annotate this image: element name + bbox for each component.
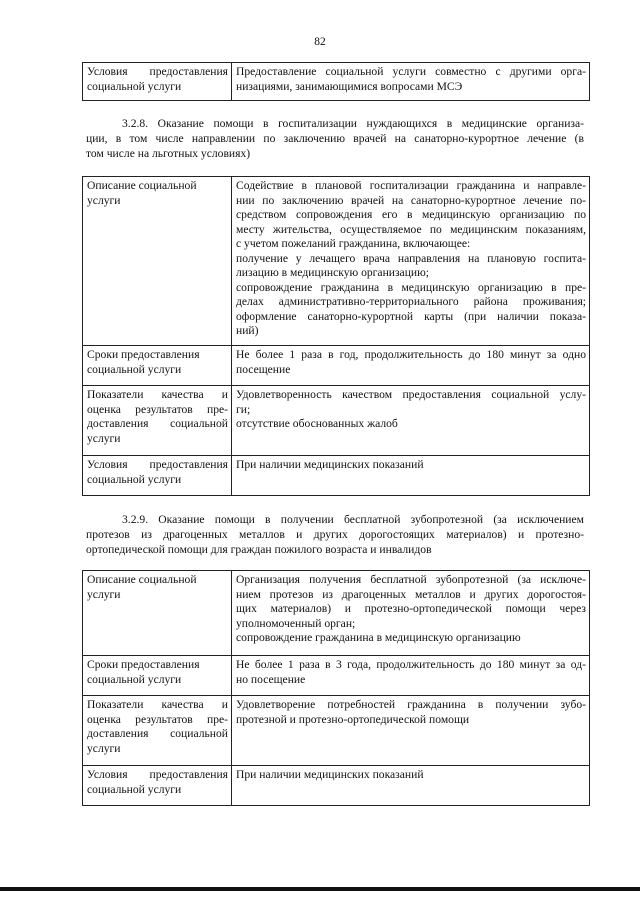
label-line: Сроки предоставления bbox=[87, 348, 200, 361]
value-line: лизацию в медицинскую организацию; bbox=[236, 266, 429, 279]
label-line: услуги bbox=[87, 431, 121, 445]
table-row bbox=[83, 456, 590, 496]
value-line: месту жительства, осуществляемое по медицинским показаниям, bbox=[236, 222, 586, 236]
label-line: Показатели качества и bbox=[87, 698, 228, 711]
value-line: посещение bbox=[236, 362, 291, 376]
value-line: протезной и протезно-ортопедической помощи bbox=[236, 712, 470, 726]
value-line: нием протезов из драгоценных металлов и других дорогостоя- bbox=[236, 587, 586, 601]
label-line: оценка результатов пре- bbox=[87, 712, 228, 726]
row-label bbox=[83, 63, 232, 101]
label-line: доставления социальной bbox=[87, 727, 228, 740]
value-line: оформление санаторно-курортной карты (при наличии показа- bbox=[236, 309, 586, 323]
value-line: Удовлетворение потребностей гражданина в получении зубо- bbox=[236, 698, 586, 711]
label-line: социальной услуги bbox=[87, 362, 182, 376]
row-label-description bbox=[83, 177, 232, 346]
table-row bbox=[83, 346, 590, 386]
value-line: отсутствие обоснованных жалоб bbox=[236, 417, 398, 430]
service-table-3-2-9 bbox=[82, 570, 590, 806]
value-line: нии по заключению врачей на санаторно-курортное лечение по- bbox=[236, 193, 586, 207]
value-line: Удовлетворенность качеством предоставления социальной услу- bbox=[236, 388, 586, 401]
row-value-description bbox=[232, 571, 590, 656]
label-line: Условия предоставления bbox=[87, 65, 228, 78]
table-row bbox=[83, 177, 590, 346]
value-line: уполномоченный орган; bbox=[236, 616, 356, 630]
label-line: социальной услуги bbox=[87, 672, 182, 686]
service-table-3-2-8 bbox=[82, 176, 590, 496]
label-line: Описание социальной bbox=[87, 573, 197, 586]
value-line: Не более 1 раза в год, продолжительность до 180 минут за одно bbox=[236, 348, 586, 361]
label-line: оценка результатов пре- bbox=[87, 402, 228, 416]
label-line: социальной услуги bbox=[87, 472, 182, 486]
value-line: При наличии медицинских показаний bbox=[236, 768, 424, 781]
row-value bbox=[232, 63, 590, 101]
scan-edge-bar bbox=[0, 887, 640, 891]
row-label-description bbox=[83, 571, 232, 656]
label-line: Показатели качества и bbox=[87, 388, 228, 401]
page-number: 82 bbox=[314, 36, 326, 48]
value-line: Предоставление социальной услуги совместно с другими орга- bbox=[236, 65, 586, 78]
label-line: Условия предоставления bbox=[87, 768, 228, 781]
label-line: Сроки предоставления bbox=[87, 658, 200, 671]
value-line: Не более 1 раза в 3 года, продолжительность до 180 минут за од- bbox=[236, 658, 586, 671]
heading-line: ортопедической помощи для граждан пожилого возраста и инвалидов bbox=[86, 543, 432, 556]
section-heading-3-2-9 bbox=[86, 512, 584, 557]
row-label-quality bbox=[83, 386, 232, 456]
row-value-conditions bbox=[232, 456, 590, 496]
label-line: услуги bbox=[87, 587, 121, 601]
value-line: получение у лечащего врача направления на плановую госпита- bbox=[236, 251, 586, 265]
label-line: услуги bbox=[87, 741, 121, 755]
conditions-table-continued bbox=[82, 62, 590, 101]
value-line: сопровождение гражданина в медицинскую организацию bbox=[236, 631, 521, 644]
value-line: ний) bbox=[236, 324, 259, 337]
table-row bbox=[83, 63, 590, 101]
value-line: Содействие в плановой госпитализации гражданина и направле- bbox=[236, 179, 586, 192]
value-line: с учетом пожеланий гражданина, включающее: bbox=[236, 237, 471, 250]
row-value-quality bbox=[232, 696, 590, 766]
row-value-terms bbox=[232, 346, 590, 386]
row-label-conditions bbox=[83, 456, 232, 496]
table-row bbox=[83, 571, 590, 656]
row-value-conditions bbox=[232, 766, 590, 806]
row-label-conditions bbox=[83, 766, 232, 806]
table-row bbox=[83, 386, 590, 456]
heading-line: 3.2.8. Оказание помощи в госпитализации нуждающихся в медицинские организа- bbox=[122, 117, 584, 130]
table-row bbox=[83, 656, 590, 696]
value-line: делах административно-территориального района проживания; bbox=[236, 295, 586, 308]
heading-line: том числе на льготных условиях) bbox=[86, 147, 251, 160]
table-row bbox=[83, 696, 590, 766]
table-row bbox=[83, 766, 590, 806]
value-line: низациями, занимающимися вопросами МСЭ bbox=[236, 79, 463, 93]
value-line: ги; bbox=[236, 402, 251, 416]
label-line: социальной услуги bbox=[87, 782, 182, 796]
heading-line: ции, в том числе направлении по заключению врачей на санаторно-курортное лечение (в bbox=[86, 132, 584, 145]
label-line: Условия предоставления bbox=[87, 458, 228, 471]
label-line: Описание социальной bbox=[87, 179, 197, 192]
value-line: но посещение bbox=[236, 672, 306, 686]
section-heading-3-2-8 bbox=[86, 116, 584, 161]
row-value-quality bbox=[232, 386, 590, 456]
value-line: Организация получения бесплатной зубопротезной (за исключе- bbox=[236, 573, 586, 586]
row-label-quality bbox=[83, 696, 232, 766]
label-line: социальной услуги bbox=[87, 79, 182, 93]
row-label-terms bbox=[83, 656, 232, 696]
row-label-terms bbox=[83, 346, 232, 386]
heading-line: протезов из драгоценных металлов и других дорогостоящих материалов) и протезно- bbox=[86, 528, 584, 541]
value-line: щих материалов) и протезно-ортопедической помощи через bbox=[236, 602, 586, 615]
heading-line: 3.2.9. Оказание помощи в получении бесплатной зубопротезной (за исключением bbox=[122, 513, 584, 526]
value-line: средством сопровождения его в медицинскую организацию по bbox=[236, 208, 586, 221]
row-value-description bbox=[232, 177, 590, 346]
label-line: доставления социальной bbox=[87, 417, 228, 430]
row-value-terms bbox=[232, 656, 590, 696]
value-line: При наличии медицинских показаний bbox=[236, 458, 424, 471]
value-line: сопровождение гражданина в медицинскую организацию в пре- bbox=[236, 280, 586, 294]
label-line: услуги bbox=[87, 193, 121, 207]
